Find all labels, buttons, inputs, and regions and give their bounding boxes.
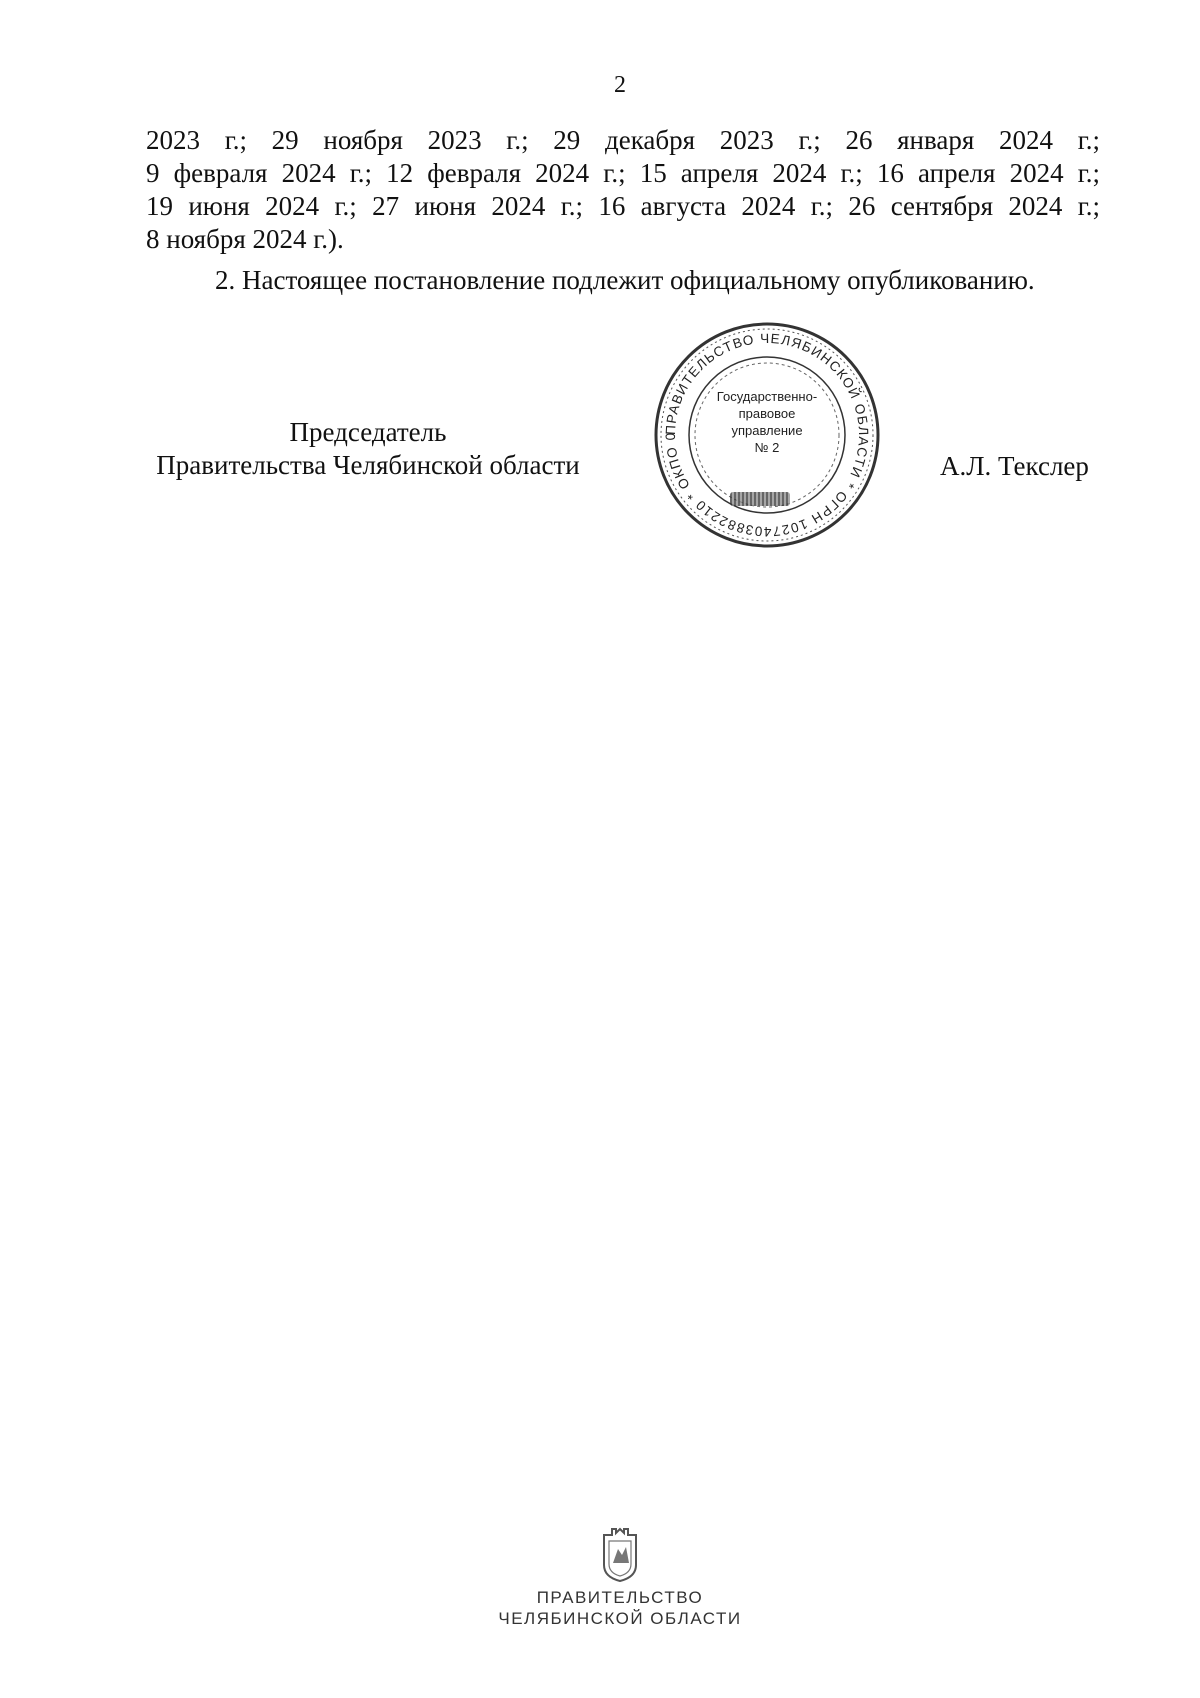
official-seal-stamp: [652, 320, 882, 550]
document-body: [146, 124, 1100, 297]
seal-outer-text: ПРАВИТЕЛЬСТВО ЧЕЛЯБИНСКОЙ ОБЛАСТИ * ОГРН 1027403882210 * ОКПО 0: [662, 330, 872, 540]
footer-line-1: ПРАВИТЕЛЬСТВО: [536, 1588, 704, 1607]
footer-block: [0, 1525, 1200, 1629]
paragraph-1-line-3: 19 июня 2024 г.; 27 июня 2024 г.; 16 августа 2024 г.; 26 сентября 2024 г.;: [146, 191, 1100, 221]
signer-name: А.Л. Текслер: [940, 451, 1089, 481]
paragraph-2: 2. Настоящее постановление подлежит официальному опубликованию.: [215, 265, 1035, 295]
signer-title: [146, 416, 590, 482]
page-number: 2: [614, 72, 626, 98]
paragraph-1-line-2: 9 февраля 2024 г.; 12 февраля 2024 г.; 15 апреля 2024 г.; 16 апреля 2024 г.;: [146, 158, 1100, 188]
signer-title-line-2: Правительства Челябинской области: [156, 450, 580, 480]
seal-smudge: [730, 492, 790, 506]
footer-line-2: ЧЕЛЯБИНСКОЙ ОБЛАСТИ: [498, 1609, 742, 1628]
seal-center-text: Государственно- правовое управление № 2: [716, 389, 818, 455]
coat-of-arms-icon: [598, 1525, 642, 1583]
paragraph-1-line-4: 8 ноября 2024 г.).: [146, 224, 344, 254]
signer-title-line-1: Председатель: [289, 417, 447, 447]
paragraph-1-line-1: 2023 г.; 29 ноября 2023 г.; 29 декабря 2023 г.; 26 января 2024 г.;: [146, 125, 1100, 155]
